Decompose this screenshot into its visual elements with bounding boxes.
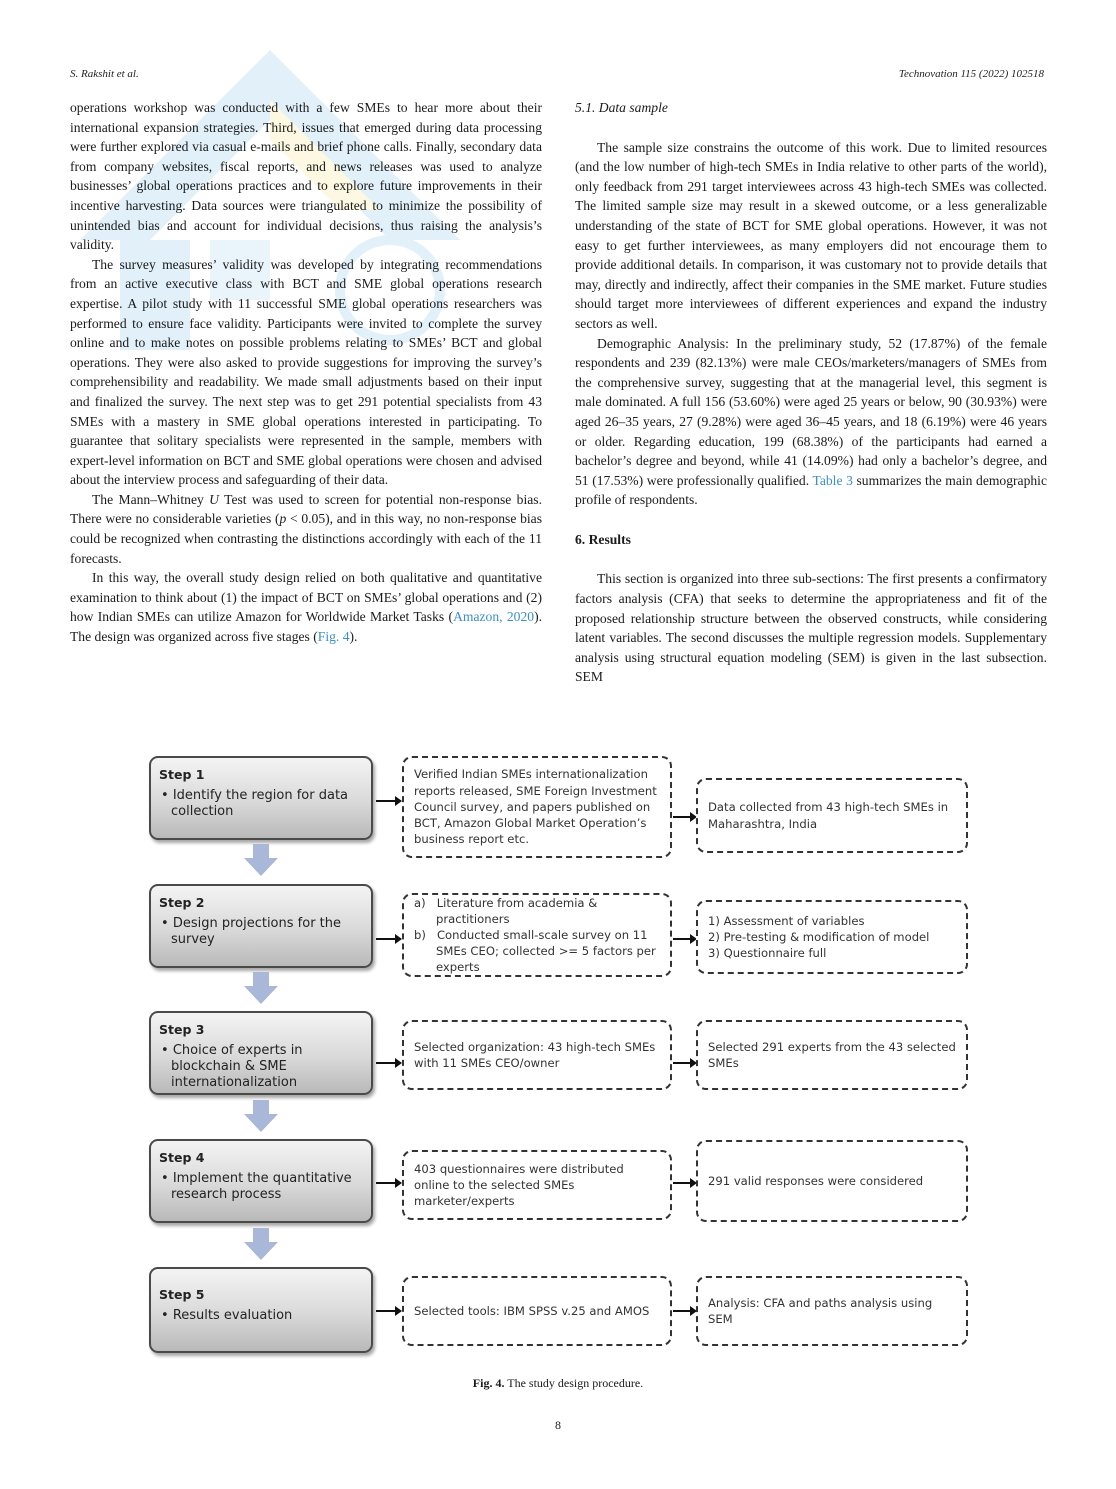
- source-list: [414, 895, 660, 976]
- outcome-list: [708, 913, 956, 962]
- arrow-right-icon: [673, 1310, 695, 1312]
- text: Selected 291 experts from the 43 selected SMEs: [708, 1039, 956, 1070]
- paragraph: The survey measures’ validity was developed by integrating recommendations from an active executive class with BCT and SME global operations research expertise. A pilot study with 11 successful SME global operations researchers was performed to ensure face validity. Participants were invited to complete the survey online and to make notes on possible problems relating to SMEs’ BCT and global operations. They were also asked to provide suggestions for improving the survey’s comprehensibility and readability. We made small adjustments based on their input and finalized the survey. The next step was to get 291 potential specialists from 43 SMEs with a mastery in SME global operations interested in participating. To guarantee that solitary specialists were represented in the sample, members with expert-level information on BCT and SME global operations were chosen and advised about the interview process and safeguarding of their data.: [70, 256, 542, 488]
- step-1-box: [149, 756, 373, 840]
- text: Results evaluation: [172, 1308, 293, 1323]
- text: Choice of experts in blockchain & SME internationalization: [171, 1043, 303, 1090]
- paragraph: The sample size constrains the outcome of this work. Due to limited resources (and the low number of high-tech SMEs in India relative to other parts of the world), only feedback from 291 target interviewees across 43 high-tech SMEs was collected. The limited sample size may result in a skewed outcome, or a less generalizable understanding of the state of BCT for SME global operations. However, it was not easy to get further interviewees, as many employers did not encourage them to provide additional details. In comparison, it was customary not to provide details that may, directly and indirectly, affect their companies in the SME market. Future studies should target more interviewees of different experiences and expand the industry sectors as well.: [575, 139, 1047, 331]
- figure-study-design: [140, 748, 980, 1368]
- text: 403 questionnaires were distributed online to the selected SMEs marketer/experts: [414, 1161, 624, 1209]
- paragraph: This section is organized into three sub-sections: The first presents a confirmatory factors analysis (CFA) that seeks to determine the appropriateness and fit of the proposed relationship structure between the observed constructs, while considering latent variables. The second discusses the multiple regression models. Supplementary analysis using structural equation modeling (SEM) is given in the last subsection. SEM: [575, 571, 1047, 685]
- math-variable: U: [209, 491, 219, 507]
- text: Conducted small-scale survey on 11 SMEs CEO; collected >= 5 factors per experts: [436, 927, 656, 975]
- text: Data collected from 43 high-tech SMEs in Maharashtra, India: [708, 800, 949, 831]
- list-marker: a): [414, 895, 426, 910]
- step-4-source-box: [402, 1150, 672, 1220]
- step-2-box: [149, 884, 373, 968]
- text: Selected tools: IBM SPSS v.25 and AMOS: [414, 1303, 650, 1318]
- figure-link-fig4[interactable]: Fig. 4: [317, 629, 350, 645]
- arrow-right-icon: [376, 1062, 400, 1064]
- text: ). The design was organized across five stages (: [70, 609, 542, 645]
- text: ).: [349, 629, 358, 645]
- list-marker: b): [414, 927, 426, 942]
- step-1-outcome-box: [696, 778, 968, 853]
- paragraph: [575, 334, 1047, 510]
- paragraph: operations workshop was conducted with a few SMEs to hear more about their international expansion strategies. Third, issues that emerged during data processing were further explored via casual e-mails and brief phone calls. Finally, secondary data from company websites, fiscal reports, and news releases was used to analyze businesses’ global operations practices and to explore future improvements in their incentive harvesting. Data sources were triangulated to minimize the possibility of unintended bias and account for individual decisions, thus raising the analysis’s validity.: [70, 100, 542, 253]
- arrow-down-icon: [244, 972, 278, 1004]
- step-title: Step 4: [159, 1150, 205, 1165]
- math-variable: p: [279, 511, 287, 527]
- caption-label: Fig. 4.: [472, 1376, 505, 1390]
- step-3-outcome-box: [696, 1020, 968, 1090]
- step-4-outcome-box: [696, 1140, 968, 1222]
- step-title: Step 1: [159, 767, 205, 782]
- list-item: 1) Assessment of variables: [708, 913, 865, 928]
- step-1-source-box: [402, 756, 672, 858]
- step-description: • Choice of experts in blockchain & SME internationalization: [161, 1043, 303, 1090]
- text: Verified Indian SMEs internationalization reports released, SME Foreign Investment Council survey, and papers published on BCT, Amazon Global Market Operation’s business report etc.: [414, 767, 657, 847]
- running-head-authors: S. Rakshit et al.: [70, 68, 139, 80]
- step-description: • Implement the quantitative research process: [161, 1171, 352, 1202]
- arrow-down-icon: [244, 844, 278, 876]
- list-item: 3) Questionnaire full: [708, 946, 827, 961]
- arrow-down-icon: [244, 1228, 278, 1260]
- text: summarizes the main demographic profile of respondents.: [575, 472, 1047, 508]
- step-3-box: [149, 1011, 373, 1095]
- arrow-right-icon: [376, 1182, 400, 1184]
- step-description: • Design projections for the survey: [161, 916, 341, 947]
- page-number: 8: [555, 1418, 561, 1432]
- section-heading-results: 6. Results: [575, 531, 631, 547]
- list-item: 2) Pre-testing & modification of model: [708, 929, 930, 944]
- arrow-right-icon: [673, 938, 695, 940]
- step-title: Step 5: [159, 1287, 205, 1302]
- step-description: • Identify the region for data collection: [161, 788, 349, 819]
- step-5-source-box: [402, 1276, 672, 1346]
- arrow-right-icon: [673, 816, 695, 818]
- arrow-right-icon: [673, 1182, 695, 1184]
- step-2-source-box: [402, 893, 672, 977]
- text: < 0.05), and in this way, no non-response bias could be recognized when contrasting the distinctions accordingly with each of the 11 forecasts.: [70, 511, 542, 566]
- text: Implement the quantitative research process: [171, 1171, 352, 1202]
- table-link-table3[interactable]: Table 3: [812, 472, 853, 488]
- arrow-right-icon: [376, 938, 400, 940]
- text: The Mann–Whitney: [92, 491, 210, 507]
- list-item: [414, 927, 660, 976]
- caption-text: The study design procedure.: [504, 1376, 644, 1390]
- text: 291 valid responses were considered: [708, 1173, 924, 1188]
- arrow-right-icon: [376, 1310, 400, 1312]
- text: Selected organization: 43 high-tech SMEs with 11 SMEs CEO/owner: [414, 1039, 656, 1070]
- arrow-right-icon: [673, 1062, 695, 1064]
- citation-link-amazon-2020[interactable]: Amazon, 2020: [453, 609, 535, 625]
- figure-caption: [0, 1376, 1116, 1391]
- text: Test was used to screen for potential non-response bias. There were no considerable varieties (: [70, 491, 542, 527]
- step-3-source-box: [402, 1020, 672, 1090]
- list-item: [414, 895, 660, 927]
- step-5-box: [149, 1267, 373, 1353]
- paragraph: [70, 568, 542, 646]
- right-column: [575, 98, 1047, 687]
- step-5-outcome-box: [696, 1276, 968, 1346]
- left-column: [70, 98, 542, 647]
- text: Analysis: CFA and paths analysis using SEM: [708, 1295, 933, 1326]
- text: In this way, the overall study design relied on both qualitative and quantitative examination to think about (1) the impact of BCT on SMEs’ global operations and (2) how Indian SMEs can utilize Amazon for Worldwide Market Tasks (: [70, 570, 542, 625]
- step-4-box: [149, 1139, 373, 1223]
- step-title: Step 2: [159, 895, 205, 910]
- step-description: • Results evaluation: [161, 1308, 293, 1323]
- step-title: Step 3: [159, 1022, 205, 1037]
- step-2-outcome-box: [696, 900, 968, 974]
- arrow-right-icon: [376, 800, 400, 802]
- arrow-down-icon: [244, 1100, 278, 1132]
- text: Demographic Analysis: In the preliminary study, 52 (17.87%) of the female respondents and 239 (82.13%) were male CEOs/marketers/managers of SMEs from the comprehensive survey, suggesting that at the managerial level, this segment is male dominated. A full 156 (53.60%) were aged 25 years or below, 90 (30.93%) were aged 26–35 years, 27 (9.28%) were aged 36–45 years, and 18 (6.19%) were 46 years or older. Regarding education, 199 (68.38%) of the participants had earned a bachelor’s degree and beyond, while 41 (14.09%) had only a bachelor’s degree, and 51 (17.53%) were professionally qualified.: [575, 335, 1047, 488]
- text: Identify the region for data collection: [171, 788, 349, 819]
- paragraph: [70, 490, 542, 568]
- running-head-journal: Technovation 115 (2022) 102518: [898, 68, 1044, 80]
- section-heading-data-sample: 5.1. Data sample: [575, 100, 668, 115]
- text: Design projections for the survey: [171, 916, 341, 947]
- text: Literature from academia & practitioners: [436, 895, 598, 926]
